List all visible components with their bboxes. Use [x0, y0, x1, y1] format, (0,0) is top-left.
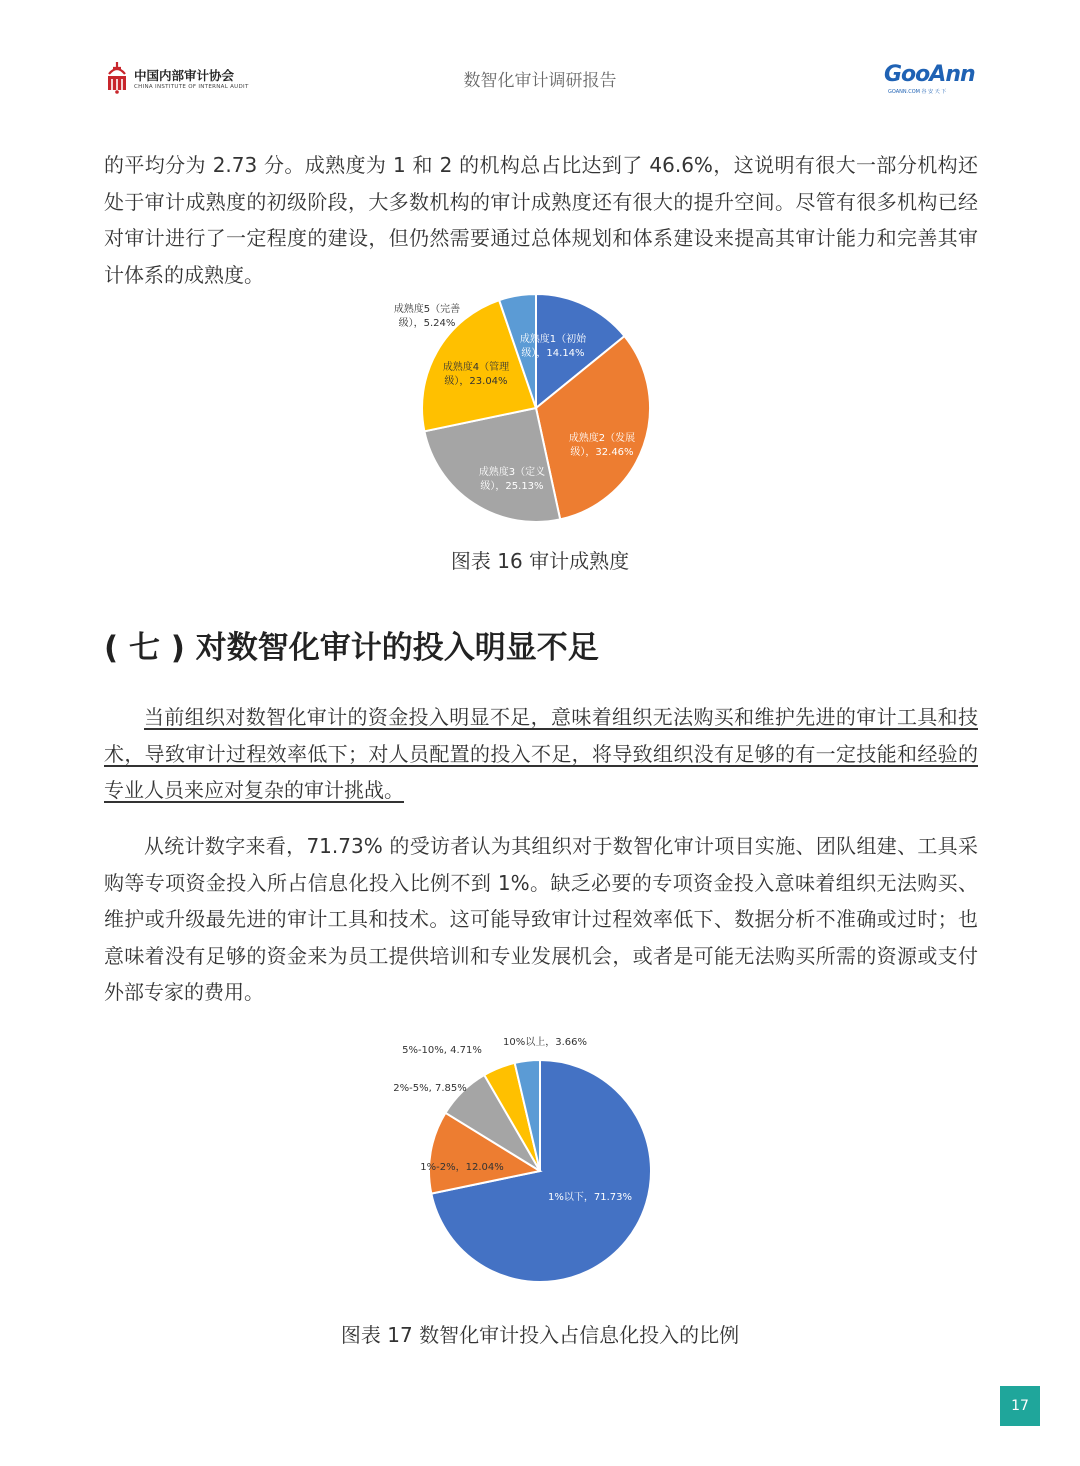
maturity-pie-chart: [350, 295, 730, 545]
paragraph-statistics: 从统计数字来看，71.73% 的受访者认为其组织对于数智化审计项目实施、团队组建、工具采购等专项资金投入所占信息化投入比例不到 1%。缺乏必要的专项资金投入意味着组织无法购买、维护或升级最先进的审计工具和技术。这可能导致审计过程效率低下、数据分析不准确或过时；也意味着没有足够的资金来为员工提供培训和专业发展机会，或者是可能无法购买所需的资源或支付外部专家的费用。: [104, 834, 978, 1004]
investment-label-4: 5%-10%, 4.71%: [402, 1045, 482, 1056]
org-name-cn: 中国内部审计协会: [134, 68, 235, 83]
brand-subtitle: GOANN.COM 谷 安 天 下: [888, 89, 947, 95]
gooann-logo: [884, 60, 984, 100]
investment-label-1: 1%以下，71.73%: [548, 1192, 632, 1203]
investment-label-3: 2%-5%, 7.85%: [393, 1083, 467, 1094]
maturity-label-2: 成熟度2（发展级），32.46%: [568, 433, 636, 458]
maturity-label-4: 成熟度4（管理级），23.04%: [442, 362, 510, 387]
org-name-en: CHINA INSTITUTE OF INTERNAL AUDIT: [134, 84, 249, 90]
maturity-label-3: 成熟度3（定义级），25.13%: [478, 467, 546, 492]
page-header: [0, 0, 1080, 110]
page-number-badge: 17: [1000, 1386, 1040, 1426]
maturity-label-5: 成熟度5（完善级），5.24%: [393, 304, 461, 329]
report-title: 数智化审计调研报告: [463, 71, 617, 91]
section-heading: ( 七 ) 对数智化审计的投入明显不足: [104, 630, 599, 666]
investment-label-2: 1%-2%，12.04%: [420, 1162, 504, 1173]
investment-ratio-pie-chart: [350, 1030, 730, 1290]
paragraph-underinvestment: 当前组织对数智化审计的资金投入明显不足，意味着组织无法购买和维护先进的审计工具和技术，导致审计过程效率低下；对人员配置的投入不足，将导致组织没有足够的有一定技能和经验的专业人员来应对复杂的审计挑战。: [104, 705, 978, 802]
figure-caption-17: 图表 17 数智化审计投入占信息化投入的比例: [340, 1323, 740, 1347]
maturity-label-1: 成熟度1（初始级），14.14%: [519, 334, 587, 359]
brand-name: GooAnn: [884, 62, 975, 87]
paragraph-maturity-summary: 的平均分为 2.73 分。成熟度为 1 和 2 的机构总占比达到了 46.6%，这说明有很大一部分机构还处于审计成熟度的初级阶段，大多数机构的审计成熟度还有很大的提升空间。尽管有很多机构已经对审计进行了一定程度的建设，但仍然需要通过总体规划和体系建设来提高其审计能力和完善其审计体系的成熟度。: [104, 153, 978, 287]
investment-label-5: 10%以上，3.66%: [503, 1037, 587, 1048]
figure-caption-16: 图表 16 审计成熟度: [450, 549, 630, 573]
